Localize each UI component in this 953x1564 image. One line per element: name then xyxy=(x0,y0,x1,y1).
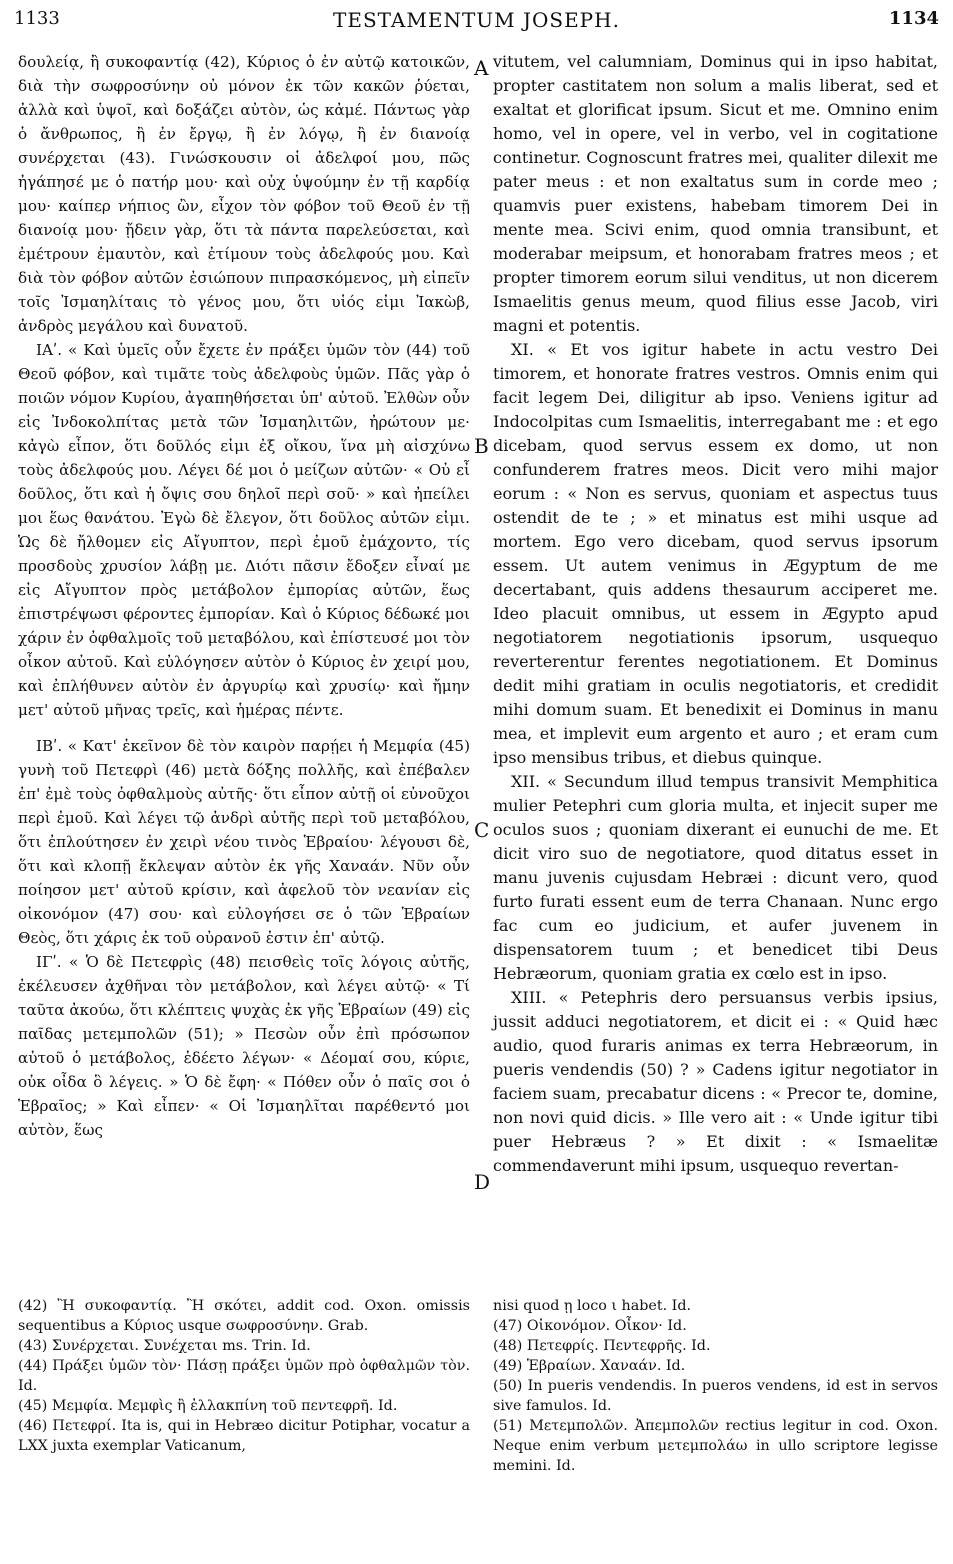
page-header xyxy=(14,8,939,36)
footnote: (44) Πράξει ὑμῶν τὸν· Πάσῃ πράξει ὑμῶν πρὸ ὀφθαλμῶν τὸν. Id. xyxy=(18,1358,470,1394)
footnote: (46) Πετεφρί. Ita is, qui in Hebræo dicitur Potiphar, vocatur a LXX juxta exemplar Vaticanum, xyxy=(18,1418,470,1454)
greek-column xyxy=(18,50,470,1142)
page-number-right: 1134 xyxy=(888,8,939,29)
footnote: (48) Πετεφρίς. Πεντεφρῆς. Id. xyxy=(493,1338,711,1354)
greek-paragraph: ΙΓʹ. « Ὁ δὲ Πετεφρὶς (48) πεισθεὶς τοῖς λόγοις αὐτῆς, ἐκέλευσεν ἀχθῆναι τὸν μετάβολον, καὶ λέγει αὐτῷ· « Τί ταῦτα ἀκούω, ὅτι κλέπτεις ψυχὰς ἐκ γῆς Ἑβραίων (49) εἰς παῖδας μετεμπολῶν (51); » Πεσὼν οὖν ἐπὶ πρόσωπον αὐτοῦ ὁ μετάβολος, ἐδέετο λέγων· « Δέομαί σου, κύριε, οὐκ οἶδα ὃ λέγεις. » Ὁ δὲ ἔφη· « Πόθεν οὖν ὁ παῖς σοι ὁ Ἑβραῖος; » Καὶ εἶπεν· « Οἱ Ἰσμαηλῖται παρέθεντό μοι αὐτὸν, ἕως xyxy=(18,953,470,1139)
footnote: (49) Ἑβραίων. Χαναάν. Id. xyxy=(493,1358,686,1374)
latin-paragraph: vitutem, vel calumniam, Dominus qui in ipso habitat, propter castitatem non solum a malis liberat, sed et exaltat et glorificat ipsum. Sicut et me. Omnino enim homo, vel in opere, vel in verbo, vel in cogitatione continetur. Cognoscunt fratres mei, qualiter dilexit me pater meus : et non exaltatus sum in corde meo ; quamvis puer existens, habebam timorem Dei in mente mea. Scivi enim, quod omnia transibunt, et moderabar meipsum, et honorabam fratres meos ; et propter timorem eorum silui venditus, ut non dicerem Ismaelitis genus meum, quod filius esse Jacob, viri magni et potentis. xyxy=(493,52,938,335)
footnote: (45) Μεμφία. Μεμφὶς ἢ ἐλλακπίνη τοῦ πεντεφρῆ. Id. xyxy=(18,1398,398,1414)
footnote: (47) Οἰκονόμον. Οἶκον· Id. xyxy=(493,1318,687,1334)
latin-paragraph: XI. « Et vos igitur habete in actu vestro Dei timorem, et honorate fratres vestros. Omnis enim qui facit legem Dei, diligitur ab ipso. Veniens igitur ad Indocolpitas cum Ismaelitis, interregabant me : et ego dicebam, quod servus essem ex domo, ut non confunderem fratres meos. Dicit vero mihi major eorum : « Non es servus, quoniam et aspectus tuus ostendit de te ; » et minatus est mihi usque ad mortem. Ego vero dicebam, quod servus ipsorum essem. Ut autem venimus in Ægyptum de me decertabant, quis addens thesaurum acciperet me. Ideo placuit omnibus, ut essem in Ægypto apud negotiatorem negotiationis ipsorum, usquequo reverterentur ferentes negotiationem. Et Dominus dedit mihi gratiam in oculis negotiatoris, et credidit mihi domum suam. Et benedixit ei Dominus in manu mea, et implevit eum argento et auro ; et eram cum ipso mensibus tribus, et diebus quinque. xyxy=(493,340,938,767)
footnote: (50) In pueris vendendis. In pueros vendens, id est in servos sive famulos. Id. xyxy=(493,1378,938,1414)
margin-mark-d: D xyxy=(474,1170,491,1194)
greek-paragraph: ΙΒʹ. « Κατ' ἐκεῖνον δὲ τὸν καιρὸν παρῄει ἡ Μεμφία (45) γυνὴ τοῦ Πετεφρὶ (46) μετὰ δόξης πολλῆς, καὶ ἐπέβαλεν ἐπ' ἐμὲ τοὺς ὀφθαλμοὺς αὐτῆς· ὅτι εἶπον αὐτῇ οἱ εὐνοῦχοι περὶ ἐμοῦ. Καὶ λέγει τῷ ἀνδρὶ αὐτῆς περὶ τοῦ μεταβόλου, ὅτι ἐπλούτησεν ἐν χειρὶ νέου τινὸς Ἑβραίου· λέγουσι δὲ, ὅτι καὶ κλοπῇ ἔκλεψαν αὐτὸν ἐκ γῆς Χαναάν. Νῦν οὖν ποίησον μετ' αὐτοῦ κρίσιν, καὶ ἀφελοῦ τὸν νεανίαν εἰς οἰκονόμον (47) σου· καὶ εὐλογήσει σε ὁ τῶν Ἑβραίων Θεὸς, ὅτι χάρις ἐκ τοῦ οὐρανοῦ ἐστιν ἐπ' αὐτῷ. xyxy=(18,737,470,947)
page-number-left: 1133 xyxy=(14,8,60,29)
greek-paragraph: δουλείᾳ, ἢ συκοφαντίᾳ (42), Κύριος ὁ ἐν αὐτῷ κατοικῶν, διὰ τὴν σωφροσύνην οὐ μόνον ἐκ τῶν κακῶν ῥύεται, ἀλλὰ καὶ ὑψοῖ, καὶ δοξάζει αὐτὸν, ὡς κἀμέ. Πάντως γὰρ ὁ ἄνθρωπος, ἢ ἐν ἔργῳ, ἢ ἐν λόγῳ, ἢ ἐν διανοίᾳ συνέρχεται (43). Γινώσκουσιν οἱ ἀδελφοί μου, πῶς ἠγάπησέ με ὁ πατήρ μου· καὶ οὐχ ὑψούμην ἐν τῇ καρδίᾳ μου· καίπερ νήπιος ὢν, εἶχον τὸν φόβον τοῦ Θεοῦ ἐν τῇ διανοίᾳ μου· ᾔδειν γὰρ, ὅτι τὰ πάντα παρελεύσεται, καὶ ἐμέτρουν ἐμαυτὸν, καὶ ἐτίμουν τοὺς ἀδελφούς μου. Καὶ διὰ τὸν φόβον αὐτῶν ἐσιώπουν πιπρασκόμενος, μὴ εἰπεῖν τοῖς Ἰσμαηλίταις τὸ γένος μου, ὅτι υἱός εἰμι Ἰακὼβ, ἀνδρὸς μεγάλου καὶ δυνατοῦ. xyxy=(18,53,470,335)
footnote: (42) Ἢ συκοφαντίᾳ. Ἢ σκότει, addit cod. Oxon. omissis sequentibus a Κύριος usque σωφροσύνην. Grab. xyxy=(18,1298,470,1334)
greek-paragraph: ΙΑʹ. « Καὶ ὑμεῖς οὖν ἔχετε ἐν πράξει ὑμῶν τὸν (44) τοῦ Θεοῦ φόβον, καὶ τιμᾶτε τοὺς ἀδελφοὺς ὑμῶν. Πᾶς γὰρ ὁ ποιῶν νόμον Κυρίου, ἀγαπηθήσεται ὑπ' αὐτοῦ. Ἐλθὼν οὖν εἰς Ἰνδοκολπίτας μετὰ τῶν Ἰσμαηλιτῶν, ἠρώτουν με· κἀγὼ εἶπον, ὅτι δοῦλός εἰμι ἐξ οἴκου, ἵνα μὴ αἰσχύνω τοὺς ἀδελφούς μου. Λέγει δέ μοι ὁ μείζων αὐτῶν· « Οὐ εἶ δοῦλος, ὅτι καὶ ἡ ὄψις σου δηλοῖ περὶ σοῦ· » καὶ ἠπείλει μοι ἕως θανάτου. Ἐγὼ δὲ ἔλεγον, ὅτι δοῦλος αὐτῶν εἰμι. Ὡς δὲ ἤλθομεν εἰς Αἴγυπτον, περὶ ἐμοῦ ἐμάχοντο, τίς προσδοὺς χρυσίον λάβῃ με. Διότι πᾶσιν ἔδοξεν εἶναί με εἰς Αἴγυπτον πρὸς μετάβολον ἐμπορίας αὐτῶν, ἕως ἐπιστρέψωσι φέροντες ἐμπορίαν. Καὶ ὁ Κύριος δέδωκέ μοι χάριν ἐν ὀφθαλμοῖς τοῦ μεταβόλου, καὶ ἐπίστευσέ μοι τὸν οἶκον αὐτοῦ. Καὶ εὐλόγησεν αὐτὸν ὁ Κύριος ἐν χειρί μου, καὶ ἐπλήθυνεν αὐτὸν ἐν ἀργυρίῳ καὶ χρυσίῳ· καὶ ἤμην μετ' αὐτοῦ μῆνας τρεῖς, καὶ ἡμέρας πέντε. xyxy=(18,341,470,719)
footnote: nisi quod ῃ loco ι habet. Id. xyxy=(493,1298,692,1314)
footnotes-right xyxy=(493,1296,938,1476)
latin-paragraph: XIII. « Petephris dero persuansus verbis ipsius, jussit adduci negotiatorem, et dicit ei : « Quid hæc audio, quod furaris animas ex terra Hebræorum, in pueris vendendis (50) ? » Cadens igitur negotiator in faciem suam, precabatur dicens : « Precor te, domine, non novi quid dicis. » Ille vero ait : « Unde igitur tibi puer Hebræus ? » Et dixit : « Ismaelitæ commendaverunt mihi ipsum, usquequo revertan- xyxy=(493,988,938,1175)
footnotes-left xyxy=(18,1296,470,1456)
footnote: (43) Συνέρχεται. Συνέχεται ms. Trin. Id. xyxy=(18,1338,311,1354)
margin-mark-b: B xyxy=(474,434,489,458)
margin-mark-c: C xyxy=(474,818,490,842)
latin-paragraph: XII. « Secundum illud tempus transivit Memphitica mulier Petephri cum gloria multa, et injecit super me oculos suos ; quoniam dixerant ei eunuchi de me. Et dicit viro suo de negotiatore, quod ditatus esset in manu juvenis cujusdam Hebræi : dicunt vero, quod furto furati essent eum de terra Chanaan. Nunc ergo fac cum eo judicium, et aufer juvenem in dispensatorem tuum ; et benedicet tibi Deus Hebræorum, quoniam gratia ex cœlo est in ipso. xyxy=(493,772,938,983)
running-title: TESTAMENTUM JOSEPH. xyxy=(333,8,620,32)
footnote: (51) Μετεμπολῶν. Ἀπεμπολῶν rectius legitur in cod. Oxon. Neque enim verbum μετεμπολάω in ullo scriptore legisse memini. Id. xyxy=(493,1418,938,1474)
margin-mark-a: A xyxy=(474,56,489,80)
latin-column xyxy=(493,50,938,1178)
